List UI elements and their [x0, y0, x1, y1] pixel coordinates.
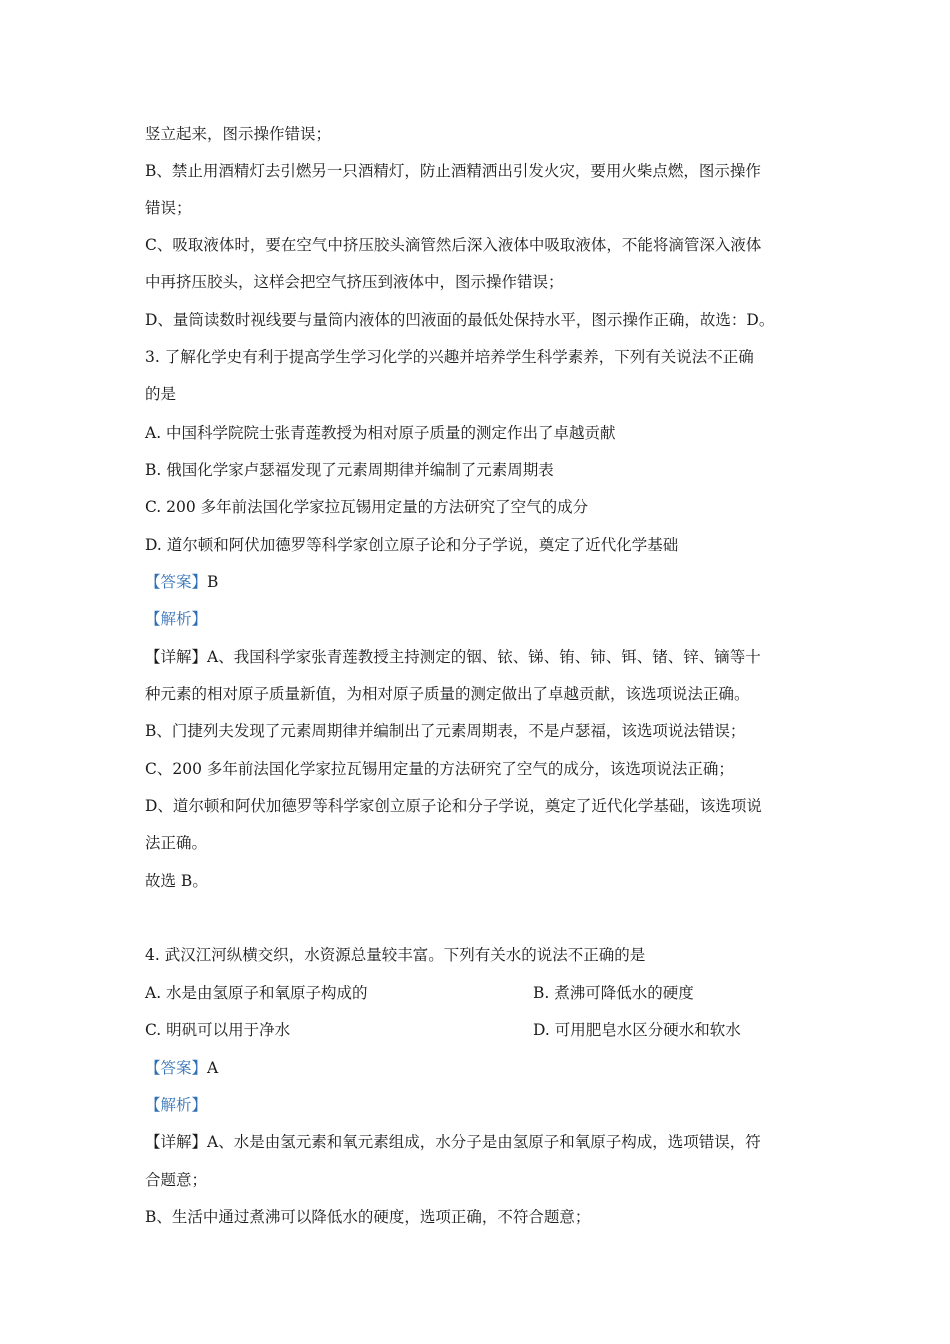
- q3-detail-line5: D、道尔顿和阿伏加德罗等科学家创立原子论和分子学说，奠定了近代化学基础，该选项说: [145, 797, 762, 815]
- q4-answer-tag: 【答案】: [145, 1059, 208, 1077]
- q4-detail-line3: B、生活中通过煮沸可以降低水的硬度，选项正确，不符合题意；: [145, 1208, 591, 1226]
- q4-option-a: A. 水是由氢原子和氧原子构成的: [145, 984, 368, 1002]
- q3-analysis-tag: 【解析】: [145, 610, 208, 628]
- q3-detail-line4: C、200 多年前法国化学家拉瓦锡用定量的方法研究了空气的成分，该选项说法正确；: [145, 760, 734, 778]
- q3-stem-line1: 3. 了解化学史有利于提高学生学习化学的兴趣并培养学生科学素养，下列有关说法不正确: [145, 348, 754, 366]
- q4-option-b: B. 煮沸可降低水的硬度: [533, 984, 694, 1002]
- q4-answer: [145, 1058, 218, 1078]
- q2-explanation-b-line2: 错误；: [145, 199, 192, 217]
- q3-detail-line3: B、门捷列夫发现了元素周期律并编制出了元素周期表，不是卢瑟福，该选项说法错误；: [145, 722, 746, 740]
- q4-option-c: C. 明矾可以用于净水: [145, 1021, 291, 1039]
- q3-stem-line2: 的是: [145, 385, 177, 403]
- q3-option-a: A. 中国科学院院士张青莲教授为相对原子质量的测定作出了卓越贡献: [145, 424, 616, 442]
- q2-explanation-c-line2: 中再挤压胶头，这样会把空气挤压到液体中，图示操作错误；: [145, 273, 564, 291]
- q2-explanation-c-line1: C、吸取液体时，要在空气中挤压胶头滴管然后深入液体中吸取液体，不能将滴管深入液体: [145, 236, 762, 254]
- q4-analysis-tag: 【解析】: [145, 1096, 208, 1114]
- q3-detail-line6: 法正确。: [145, 834, 208, 852]
- q3-detail-tag: 【详解】: [145, 648, 208, 666]
- q3-option-c: C. 200 多年前法国化学家拉瓦锡用定量的方法研究了空气的成分: [145, 498, 589, 516]
- q3-detail-line1: [145, 647, 761, 667]
- q4-detail-tag: 【详解】: [145, 1133, 208, 1151]
- q2-explanation-b-line1: B、禁止用酒精灯去引燃另一只酒精灯，防止酒精洒出引发火灾，要用火柴点燃，图示操作: [145, 162, 761, 180]
- q3-answer-value: B: [207, 573, 219, 591]
- q4-answer-value: A: [207, 1059, 219, 1077]
- q3-option-b: B. 俄国化学家卢瑟福发现了元素周期律并编制了元素周期表: [145, 461, 554, 479]
- q4-detail-line1: [145, 1132, 761, 1152]
- q3-answer-tag: 【答案】: [145, 573, 208, 591]
- q3-detail-line7: 故选 B。: [145, 872, 208, 890]
- q4-detail-text1: A、水是由氢元素和氧元素组成，水分子是由氢原子和氧原子构成，选项错误，符: [207, 1133, 761, 1151]
- q3-answer: [145, 572, 218, 592]
- q3-detail-text1: A、我国科学家张青莲教授主持测定的铟、铱、锑、铕、铈、铒、锗、锌、镝等十: [207, 648, 761, 666]
- q3-option-d: D. 道尔顿和阿伏加德罗等科学家创立原子论和分子学说，奠定了近代化学基础: [145, 536, 679, 554]
- q2-explanation-continued: 竖立起来，图示操作错误；: [145, 125, 332, 143]
- q2-explanation-d-line1: D、量筒读数时视线要与量筒内液体的凹液面的最低处保持水平，图示操作正确，故选：D。: [145, 311, 775, 329]
- q4-detail-line2: 合题意；: [145, 1171, 208, 1189]
- q3-detail-line2: 种元素的相对原子质量新值，为相对原子质量的测定做出了卓越贡献，该选项说法正确。: [145, 685, 750, 703]
- q4-stem: 4. 武汉江河纵横交织，水资源总量较丰富。下列有关水的说法不正确的是: [145, 946, 646, 964]
- q4-option-d: D. 可用肥皂水区分硬水和软水: [533, 1021, 741, 1039]
